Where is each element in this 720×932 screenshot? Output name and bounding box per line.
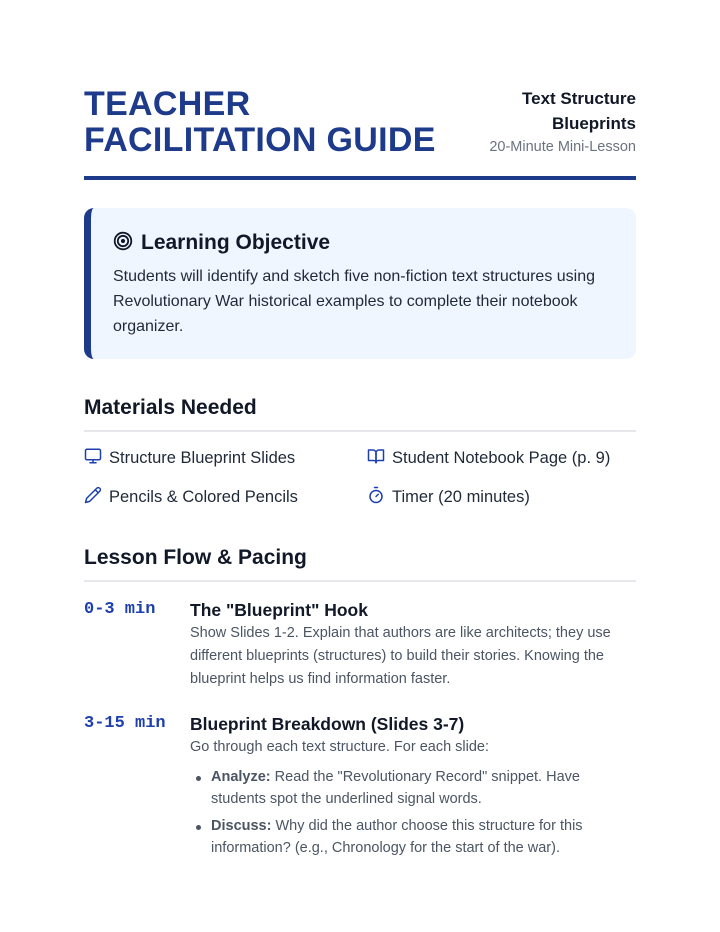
list-item [190,767,636,810]
page-title [84,86,464,158]
pencil-icon [84,486,102,509]
step-time: 3-15 min [84,714,166,733]
timer-icon [367,486,385,509]
header-meta [436,86,636,158]
step-body [190,598,636,691]
target-icon [113,231,133,255]
material-item [84,485,298,509]
bullet-label: Analyze: [211,769,271,785]
step-title: The "Blueprint" Hook [190,600,368,620]
objective-title: Learning Objective [141,231,331,254]
lesson-subtitle-line-2: Blueprints [551,114,636,133]
objective-text: Students will identify and sketch five non-fiction text structures using Revolutionary War historical examples to complete their notebook organizer. [113,268,596,335]
bullet-text: Why did the author choose this structure for this information? (e.g., Chronology for the start of the war). [211,818,583,856]
step-time: 0-3 min [84,600,156,619]
header-divider [84,176,636,180]
material-item [367,485,530,509]
material-label: Student Notebook Page (p. 9) [392,448,611,467]
list-item [190,816,636,859]
material-label: Timer (20 minutes) [392,487,530,506]
step-description: Go through each text structure. For each slide: [190,739,490,755]
lesson-flow-heading: Lesson Flow & Pacing [84,546,636,582]
material-item [84,446,295,470]
book-open-icon [367,447,385,470]
material-label: Structure Blueprint Slides [109,448,296,467]
materials-heading: Materials Needed [84,396,636,432]
material-label: Pencils & Colored Pencils [109,487,298,506]
bullet-text: Read the "Revolutionary Record" snippet. Have students spot the underlined signal words. [211,769,580,807]
header [84,86,636,166]
title-line-2: FACILITATION GUIDE [84,121,436,159]
step-title: Blueprint Breakdown (Slides 3-7) [190,714,465,734]
objective-heading [113,230,612,256]
step-body [190,712,636,865]
lesson-length: 20-Minute Mini-Lesson [489,139,636,155]
material-item [367,446,610,470]
step-description: Show Slides 1-2. Explain that authors are like architects; they use different blueprints (structures) to build their stories. Knowing the blueprint helps us find information faster. [190,625,611,687]
lesson-subtitle-line-1: Text Structure [522,89,636,108]
bullet-label: Discuss: [211,818,272,834]
title-line-1: TEACHER [84,85,251,123]
learning-objective-box [84,208,636,359]
monitor-icon [84,447,102,470]
step-bullet-list [190,767,636,859]
